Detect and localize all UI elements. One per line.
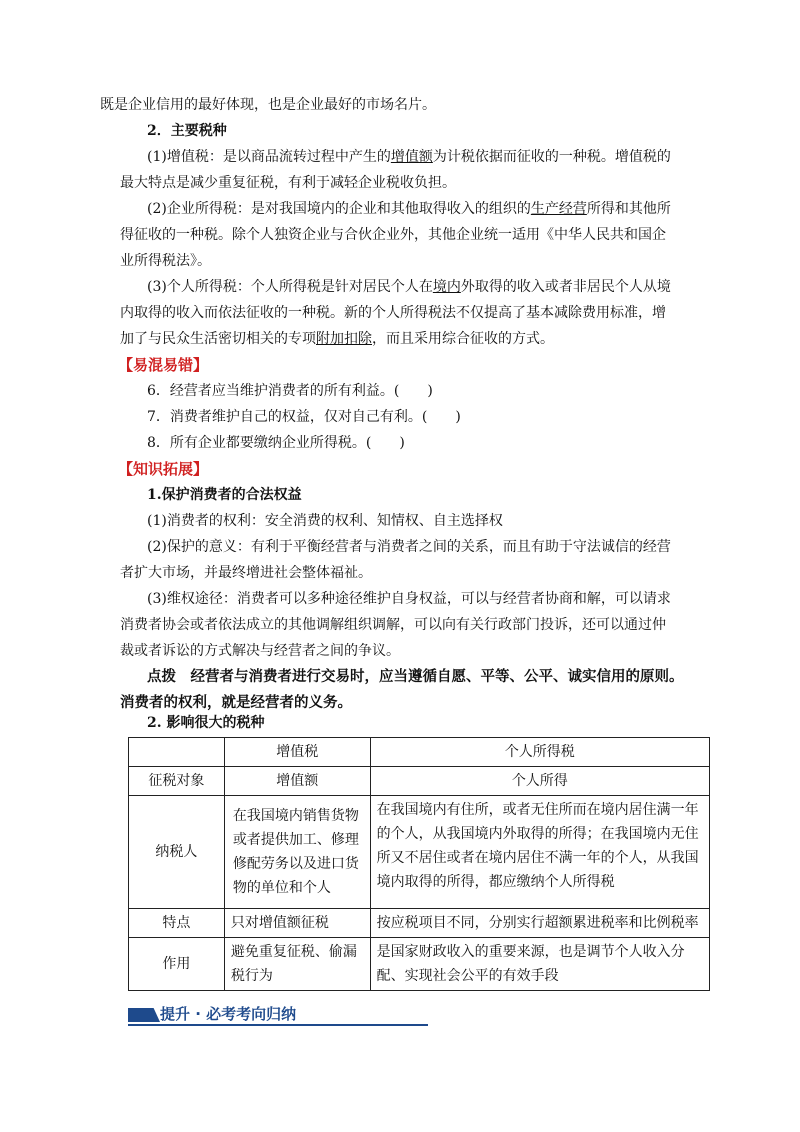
tip-line2: 消费者的权利，就是经营者的义务。 <box>120 695 352 711</box>
section-banner <box>128 1004 428 1024</box>
rights-channels-line2: 消费者协会或者依法成立的其他调解组织调解，可以向有关行政部门投诉，还可以通过仲 <box>120 617 666 633</box>
pit-paragraph-line1 <box>147 277 671 297</box>
row-label-cell: 纳税人 <box>129 796 225 909</box>
protection-meaning-line2: 者扩大市场，并最终增进社会整体福祉。 <box>120 565 372 581</box>
protection-meaning-line1: (2)保护的意义：有利于平衡经营者与消费者之间的关系，而且有助于守法诚信的经营 <box>147 539 671 555</box>
table-row <box>129 938 710 991</box>
vat-underlined-term: 增值额 <box>390 149 433 165</box>
vat-cell: 在我国境内销售货物或者提供加工、修理修配劳务以及进口货物的单位和个人 <box>224 796 370 909</box>
vat-text-pre: (1)增值税：是以商品流转过程中产生的 <box>147 149 391 165</box>
rights-channels-line3: 裁或者诉讼的方式解决与经营者之间的争议。 <box>120 643 400 659</box>
pit-paragraph-line2: 内取得的收入而依法征收的一种税。新的个人所得税法不仅提高了基本减除费用标准，增 <box>120 305 666 321</box>
intro-tail: 既是企业信用的最好体现，也是企业最好的市场名片。 <box>100 97 436 113</box>
pit-cell: 是国家财政收入的重要来源，也是调节个人收入分配、实现社会公平的有效手段 <box>370 938 709 991</box>
rights-channels-line1: (3)维权途径：消费者可以多种途径维护自身权益，可以与经营者协商和解，可以请求 <box>147 591 671 607</box>
row-label-cell: 作用 <box>129 938 225 991</box>
main-taxes-heading: 2．主要税种 <box>147 123 227 139</box>
pit-cell: 按应税项目不同，分别实行超额累进税率和比例税率 <box>370 909 709 938</box>
banner-underline <box>128 1024 428 1026</box>
cit-text-post: 所得和其他所 <box>586 201 671 217</box>
tax-comparison-table <box>128 737 710 991</box>
banner-accent-bar <box>128 1008 160 1022</box>
cit-paragraph-line3: 业所得税法》。 <box>120 253 211 269</box>
pit-text-pre: (3)个人所得税：个人所得税是针对居民个人在 <box>147 279 433 295</box>
table-header-cell: 增值税 <box>224 738 370 767</box>
vat-paragraph-line1 <box>147 147 671 167</box>
pit-underlined-term: 境内 <box>432 279 461 295</box>
confusion-item: 8．所有企业都要缴纳企业所得税。( ) <box>147 435 405 451</box>
extension-heading: 【知识拓展】 <box>118 460 209 478</box>
extension-subheading-1: 1.保护消费者的合法权益 <box>147 487 302 503</box>
table-row <box>129 909 710 938</box>
table-header-cell <box>129 738 225 767</box>
confusion-item: 6．经营者应当维护消费者的所有利益。( ) <box>147 383 433 399</box>
pit-cell: 个人所得 <box>370 767 709 796</box>
table-row <box>129 796 710 909</box>
pit-line3-pre: 加了与民众生活密切相关的专项 <box>120 331 316 347</box>
consumer-rights-paragraph: (1)消费者的权利：安全消费的权利、知情权、自主选择权 <box>147 513 503 529</box>
cit-paragraph-line2: 得征收的一种税。除个人独资企业与合伙企业外，其他企业统一适用《中华人民共和国企 <box>120 227 666 243</box>
table-header-cell: 个人所得税 <box>370 738 709 767</box>
banner-title: 提升 · 必考考向归纳 <box>160 1005 297 1023</box>
extension-subheading-2: 2. 影响很大的税种 <box>147 715 265 731</box>
row-label-cell: 征税对象 <box>129 767 225 796</box>
vat-text-post: 为计税依据而征收的一种税。增值税的 <box>432 149 671 165</box>
tip-line1: 点拨 经营者与消费者进行交易时，应当遵循自愿、平等、公平、诚实信用的原则。 <box>147 669 684 685</box>
vat-paragraph-line2: 最大特点是减少重复征税，有利于减轻企业税收负担。 <box>120 175 456 191</box>
row-label-cell: 特点 <box>129 909 225 938</box>
cit-paragraph-line1 <box>147 199 671 219</box>
vat-cell: 避免重复征税、偷漏税行为 <box>224 938 370 991</box>
cit-text-pre: (2)企业所得税：是对我国境内的企业和其他取得收入的组织的 <box>147 201 531 217</box>
vat-cell: 只对增值额征税 <box>224 909 370 938</box>
pit-line3-post: ，而且采用综合征收的方式。 <box>372 331 554 347</box>
pit-line3-underlined-term: 附加扣除 <box>316 331 372 347</box>
table-header-row <box>129 738 710 767</box>
vat-cell: 增值额 <box>224 767 370 796</box>
pit-paragraph-line3 <box>120 329 554 349</box>
cit-underlined-term: 生产经营 <box>530 201 587 217</box>
table-row <box>129 767 710 796</box>
confusion-item: 7．消费者维护自己的权益，仅对自己有利。( ) <box>147 409 461 425</box>
confusion-heading: 【易混易错】 <box>118 356 209 374</box>
pit-cell: 在我国境内有住所，或者无住所而在境内居住满一年的个人，从我国境内外取得的所得；在我国境内无住所又不居住或者在境内居住不满一年的个人，从我国境内取得的所得，都应缴纳个人所得税 <box>370 796 709 909</box>
pit-text-post: 外取得的收入或者非居民个人从境 <box>460 279 671 295</box>
